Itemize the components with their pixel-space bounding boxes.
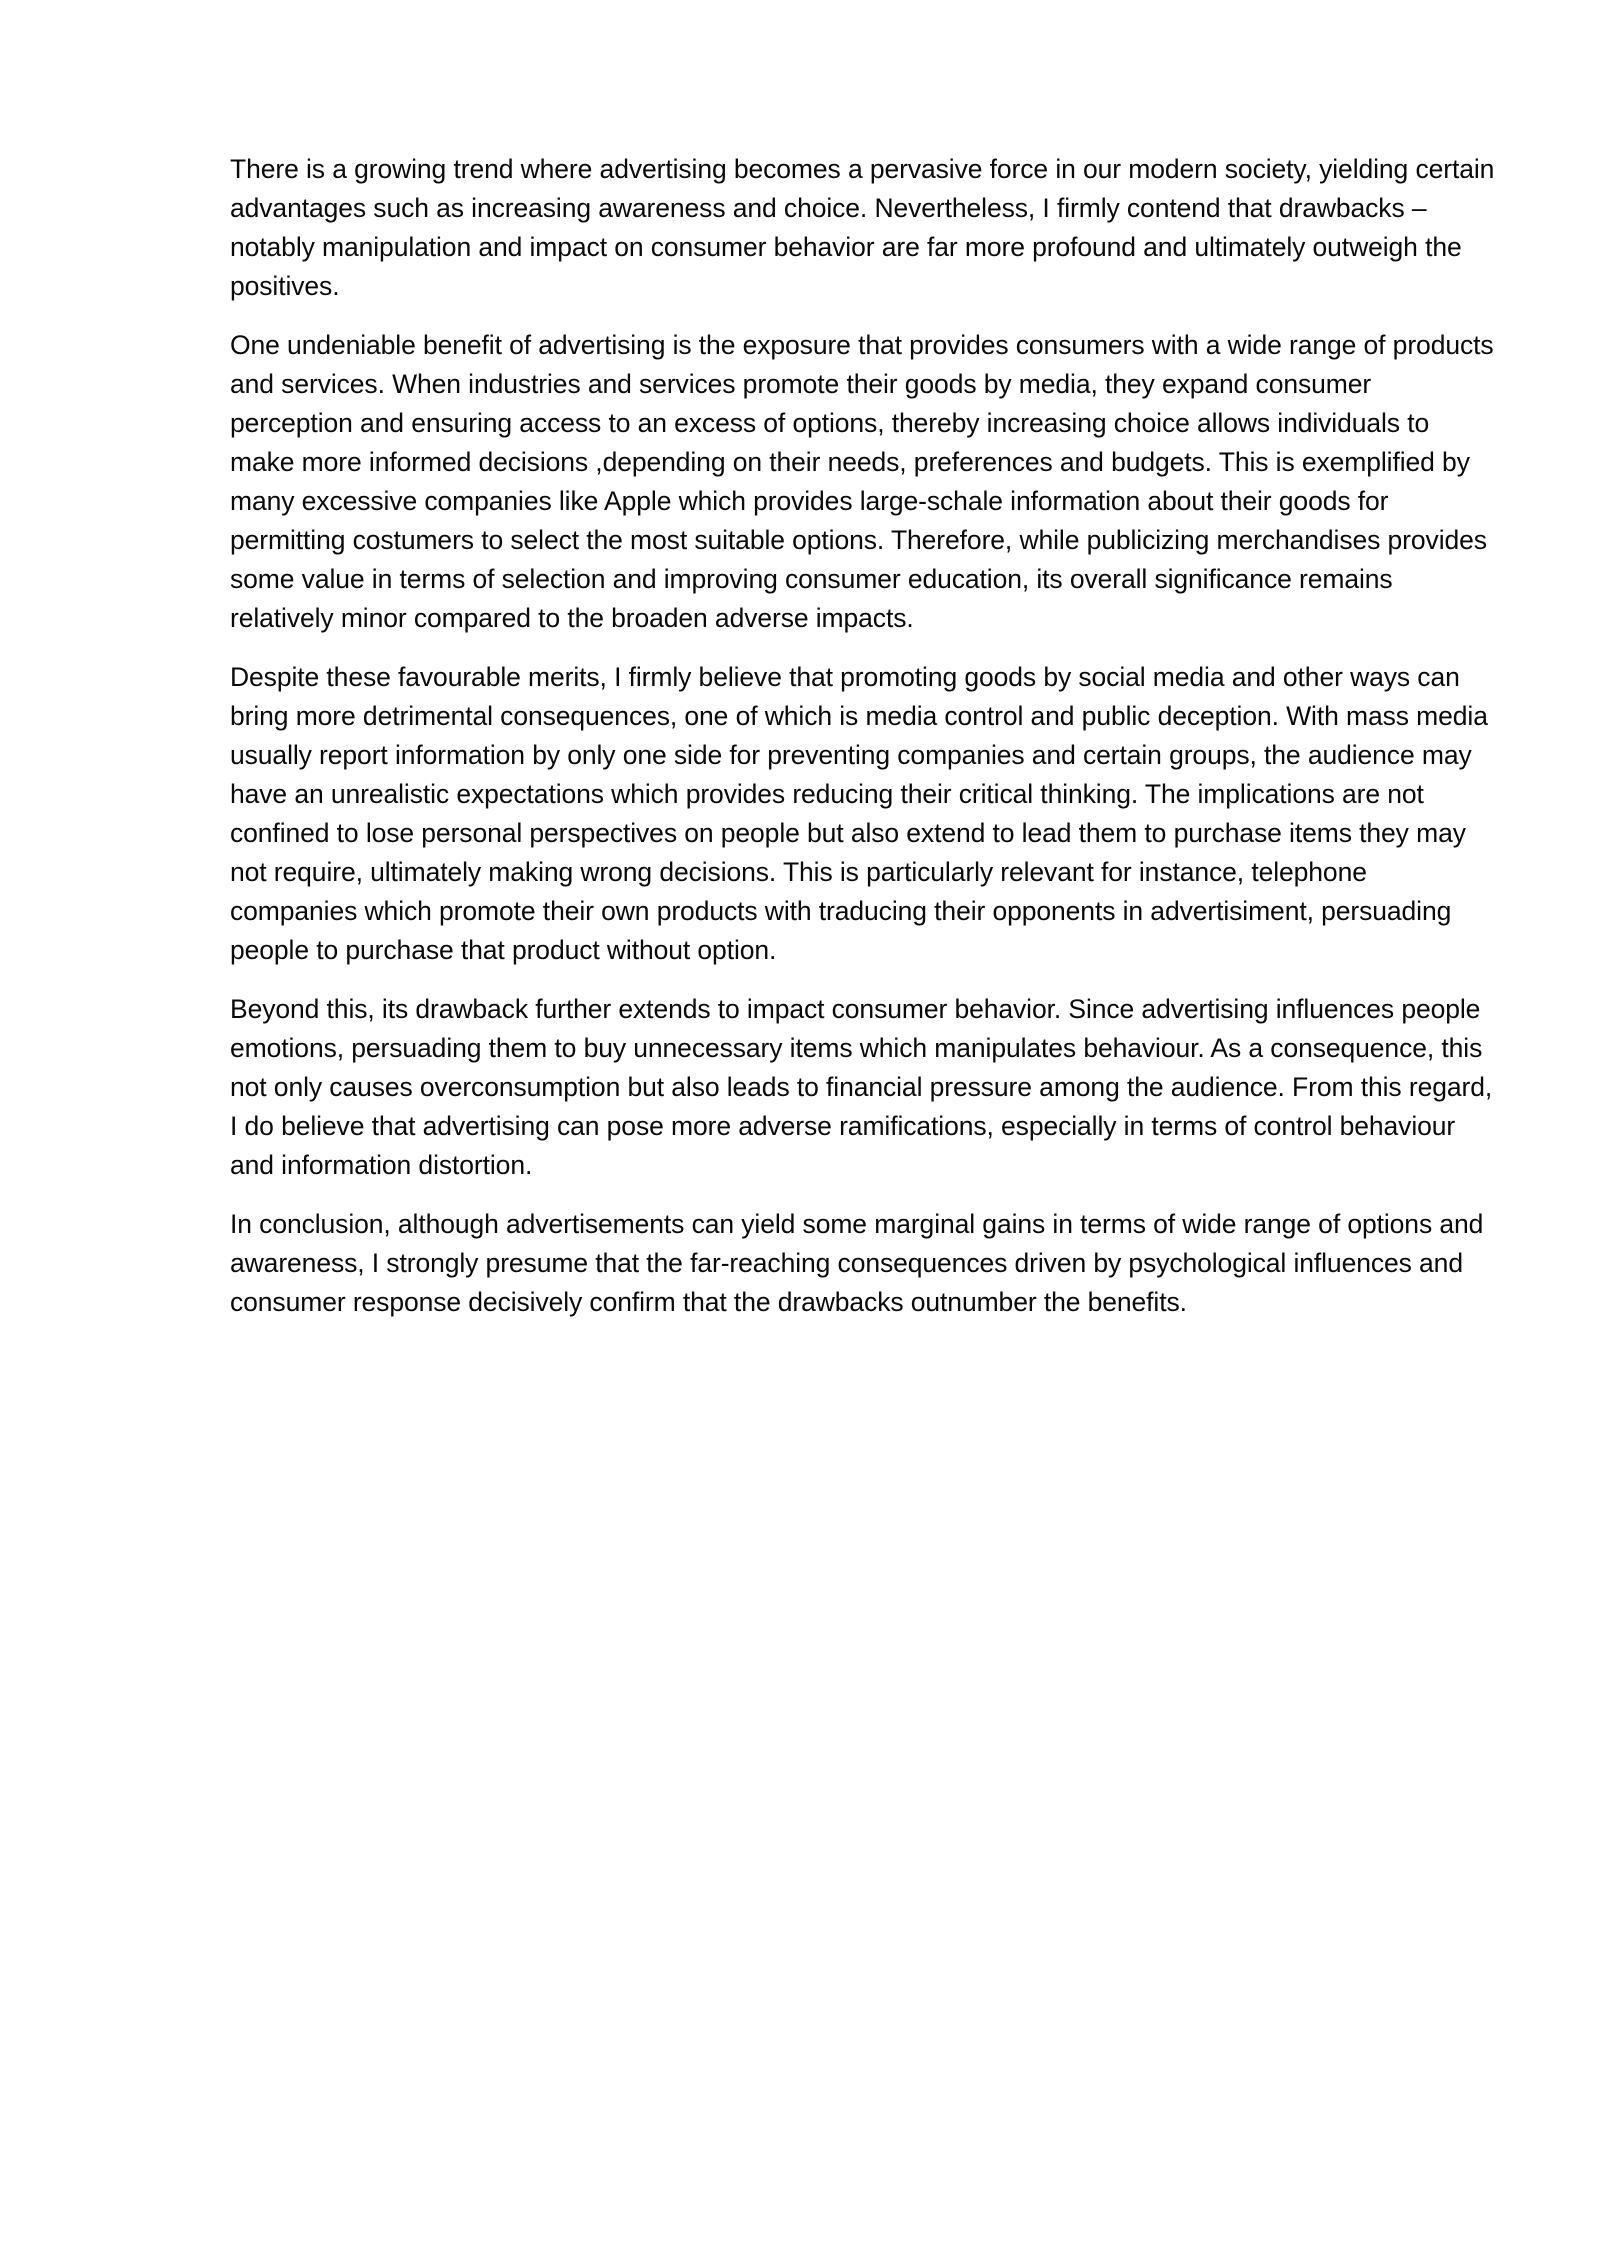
paragraph-benefit: One undeniable benefit of advertising is the exposure that provides consumers with a wide range of products and services. When industries and services promote their goods by media, they expand consumer perception and ensuring access to an excess of options, thereby increasing choice allows individuals to make more informed decisions ,depending on their needs, preferences and budgets. This is exemplified by many excessive companies like Apple which provides large-schale information about their goods for permitting costumers to select the most suitable options. Therefore, while publicizing merchandises provides some value in terms of selection and improving consumer education, its overall significance remains relatively minor compared to the broaden adverse impacts. <box>230 330 1494 633</box>
paragraph-media-control: Despite these favourable merits, I firmly believe that promoting goods by social media and other ways can bring more detrimental consequences, one of which is media control and public deception. With mass media usually report information by only one side for preventing companies and certain groups, the audience may have an unrealistic expectations which provides reducing their critical thinking. The implications are not confined to lose personal perspectives on people but also extend to lead them to purchase items they may not require, ultimately making wrong decisions. This is particularly relevant for instance, telephone companies which promote their own products with traducing their opponents in advertisiment, persuading people to purchase that product without option. <box>230 662 1488 965</box>
paragraph-consumer-behavior: Beyond this, its drawback further extends to impact consumer behavior. Since advertising influences people emotions, persuading them to buy unnecessary items which manipulates behaviour. As a consequence, this not only causes overconsumption but also leads to financial pressure among the audience. From this regard, I do believe that advertising can pose more adverse ramifications, especially in terms of control behaviour and information distortion. <box>230 994 1493 1180</box>
document-body <box>230 150 1500 1342</box>
paragraph-introduction: There is a growing trend where advertising becomes a pervasive force in our modern society, yielding certain advantages such as increasing awareness and choice. Nevertheless, I firmly contend that drawbacks – notably manipulation and impact on consumer behavior are far more profound and ultimately outweigh the positives. <box>230 154 1495 301</box>
paragraph-conclusion: In conclusion, although advertisements can yield some marginal gains in terms of wide range of options and awareness, I strongly presume that the far-reaching consequences driven by psychological influences and consumer response decisively confirm that the drawbacks outnumber the benefits. <box>230 1209 1484 1317</box>
